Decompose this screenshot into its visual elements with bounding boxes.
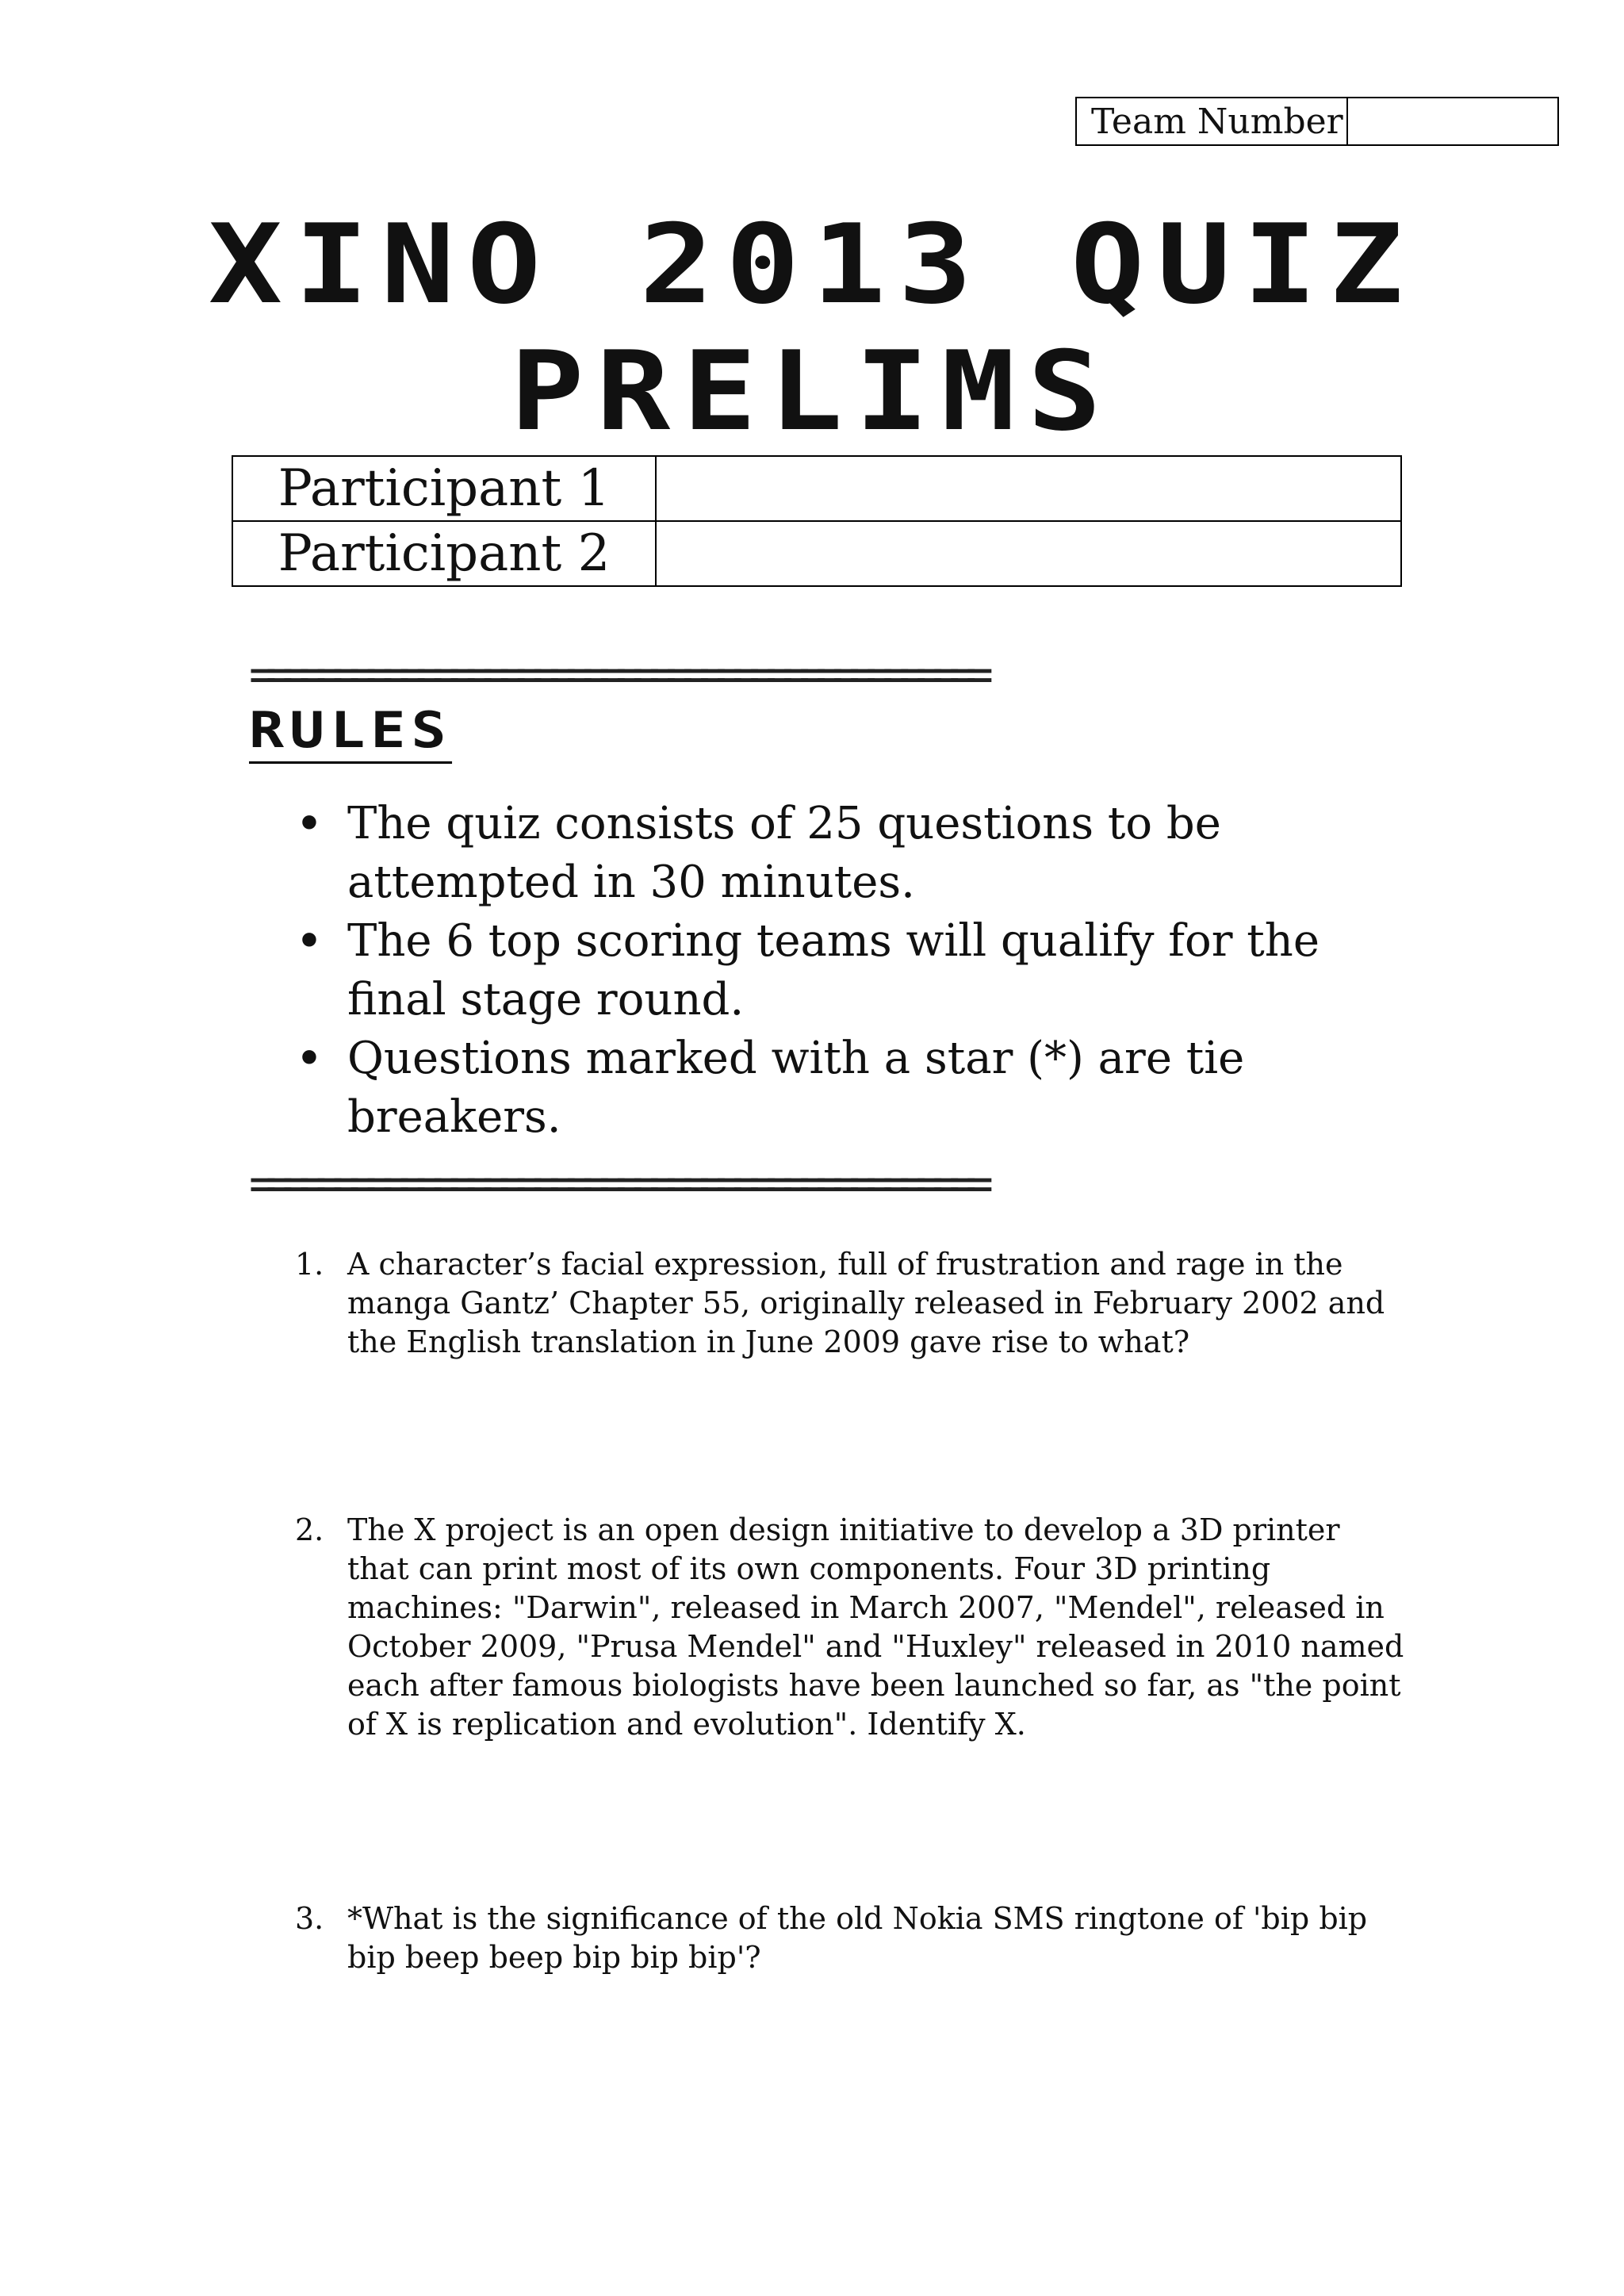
rule-item	[293, 795, 1404, 912]
rule-item	[293, 1029, 1404, 1147]
rules-list	[293, 795, 1404, 1147]
team-number-box	[1075, 97, 1559, 146]
question-text: The X project is an open design initiative to develop a 3D printer that can print most of its own components. Four 3D printing machines: "Darwin", released in March 2007, "Mendel", released in October 2009, "Prusa Mendel" and "Huxley" released in 2010 named each after famous biologists have been launched so far, as "the point of X is replication and evolution". Identify X.	[347, 1512, 1404, 1742]
questions-list	[295, 1245, 1405, 1977]
question-text: A character’s facial expression, full of frustration and rage in the manga Gantz’ Chapter 55, originally released in February 2002 and the English translation in June 2009 gave rise to what?	[347, 1247, 1385, 1359]
rules-heading: RULES	[249, 704, 452, 764]
question-number: 1.	[295, 1247, 324, 1282]
question-text: *What is the significance of the old Nokia SMS ringtone of 'bip bip bip beep beep bip bip bip'?	[347, 1901, 1368, 1975]
participant-row	[232, 521, 1401, 586]
participant-1-field[interactable]	[656, 456, 1401, 521]
participant-1-label: Participant 1	[232, 456, 656, 521]
rule-text: The 6 top scoring teams will qualify for the final stage round.	[347, 915, 1320, 1025]
question-number: 3.	[295, 1901, 324, 1936]
rule-text: The quiz consists of 25 questions to be attempted in 30 minutes.	[347, 798, 1221, 908]
separator-top: ============================================	[249, 647, 982, 701]
bullet-icon: •	[295, 1031, 324, 1087]
bullet-icon: •	[295, 914, 324, 969]
participant-row	[232, 456, 1401, 521]
participant-2-label: Participant 2	[232, 521, 656, 586]
rule-item	[293, 912, 1404, 1029]
page-title	[0, 201, 1624, 455]
rule-text: Questions marked with a star (*) are tie breakers.	[347, 1033, 1245, 1143]
title-line-2: PRELIMS	[510, 328, 1114, 455]
question-item	[295, 1899, 1405, 1977]
team-number-label: Team Number	[1077, 98, 1348, 144]
question-item	[295, 1245, 1405, 1362]
question-item	[295, 1511, 1405, 1744]
team-number-field[interactable]	[1348, 98, 1557, 144]
participant-2-field[interactable]	[656, 521, 1401, 586]
participants-table	[232, 455, 1402, 587]
title-line-1: XINO 2013 QUIZ	[208, 201, 1416, 328]
separator-bottom: ============================================	[249, 1156, 982, 1210]
question-number: 2.	[295, 1512, 324, 1547]
bullet-icon: •	[295, 796, 324, 852]
